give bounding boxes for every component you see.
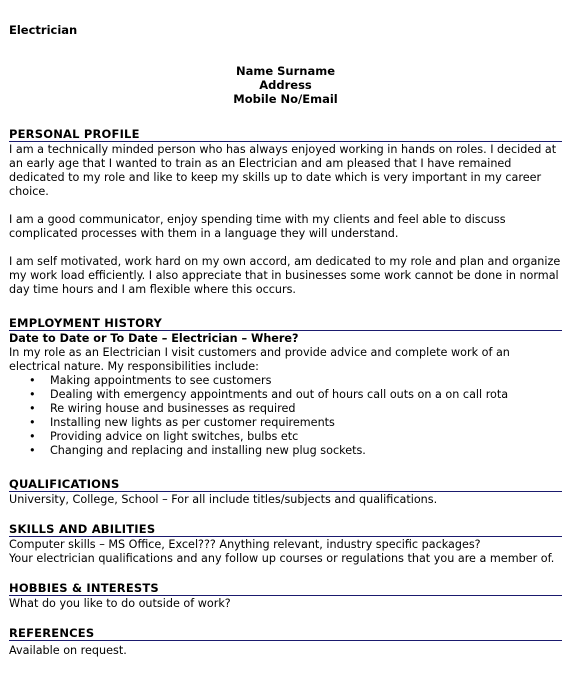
- list-item-text: Providing advice on light switches, bulbs etc: [50, 430, 299, 443]
- section-heading-skills: SKILLS AND ABILITIES: [9, 523, 562, 537]
- section-skills-abilities: [9, 523, 562, 566]
- section-heading-qualifications: QUALIFICATIONS: [9, 478, 562, 492]
- responsibilities-list: [9, 374, 562, 458]
- bullet-icon: •: [29, 444, 36, 457]
- hobbies-text: What do you like to do outside of work?: [9, 597, 231, 610]
- cv-document: [9, 22, 562, 658]
- contact-name: Name Surname: [235, 64, 336, 78]
- qualifications-text: University, College, School – For all include titles/subjects and qualifications.: [9, 493, 438, 506]
- list-item: [9, 402, 562, 416]
- skills-line: Your electrician qualifications and any follow up courses or regulations that you are a member of.: [9, 552, 555, 565]
- contact-address: Address: [259, 78, 312, 92]
- profile-paragraph: I am self motivated, work hard on my own accord, am dedicated to my role and plan and organize my work load efficiently. I also appreciate that in businesses some work cannot be done in normal day time hours and I am flexible where this occurs.: [9, 255, 561, 296]
- bullet-icon: •: [29, 430, 36, 443]
- contact-block: [9, 64, 562, 106]
- bullet-icon: •: [29, 374, 36, 387]
- profile-paragraph: I am a technically minded person who has always enjoyed working in hands on roles. I decided at an early age that I wanted to train as an Electrician and am pleased that I have remained dedicated to my role and like to keep my skills up to date which is very important in my career choice.: [9, 143, 557, 198]
- section-heading-hobbies: HOBBIES & INTERESTS: [9, 582, 562, 596]
- list-item-text: Dealing with emergency appointments and out of hours call outs on a on call rota: [50, 388, 509, 401]
- section-references: [9, 627, 562, 658]
- list-item: [9, 430, 562, 444]
- section-heading-references: REFERENCES: [9, 627, 562, 641]
- bullet-icon: •: [29, 388, 36, 401]
- bullet-icon: •: [29, 402, 36, 415]
- list-item-text: Changing and replacing and installing new plug sockets.: [50, 444, 366, 457]
- document-title: Electrician: [9, 23, 78, 37]
- section-hobbies-interests: [9, 582, 562, 611]
- contact-mobile-email: Mobile No/Email: [233, 92, 338, 106]
- list-item-text: Re wiring house and businesses as required: [50, 402, 296, 415]
- list-item-text: Installing new lights as per customer requirements: [50, 416, 335, 429]
- references-text: Available on request.: [9, 644, 127, 657]
- list-item-text: Making appointments to see customers: [50, 374, 272, 387]
- section-heading-personal-profile: PERSONAL PROFILE: [9, 128, 562, 142]
- list-item: [9, 388, 562, 402]
- job-title: Date to Date or To Date – Electrician – Where?: [9, 332, 299, 345]
- list-item: [9, 374, 562, 388]
- profile-paragraph: I am a good communicator, enjoy spending time with my clients and feel able to discuss complicated processes with them in a language they will understand.: [9, 213, 506, 240]
- section-qualifications: [9, 478, 562, 507]
- job-description: In my role as an Electrician I visit customers and provide advice and complete work of an electrical nature. My responsibilities include:: [9, 346, 510, 373]
- section-employment-history: [9, 317, 562, 458]
- list-item: [9, 416, 562, 430]
- skills-line: Computer skills – MS Office, Excel??? Anything relevant, industry specific packages?: [9, 538, 481, 551]
- list-item: [9, 444, 562, 458]
- section-heading-employment-history: EMPLOYMENT HISTORY: [9, 317, 562, 331]
- bullet-icon: •: [29, 416, 36, 429]
- section-personal-profile: [9, 128, 562, 297]
